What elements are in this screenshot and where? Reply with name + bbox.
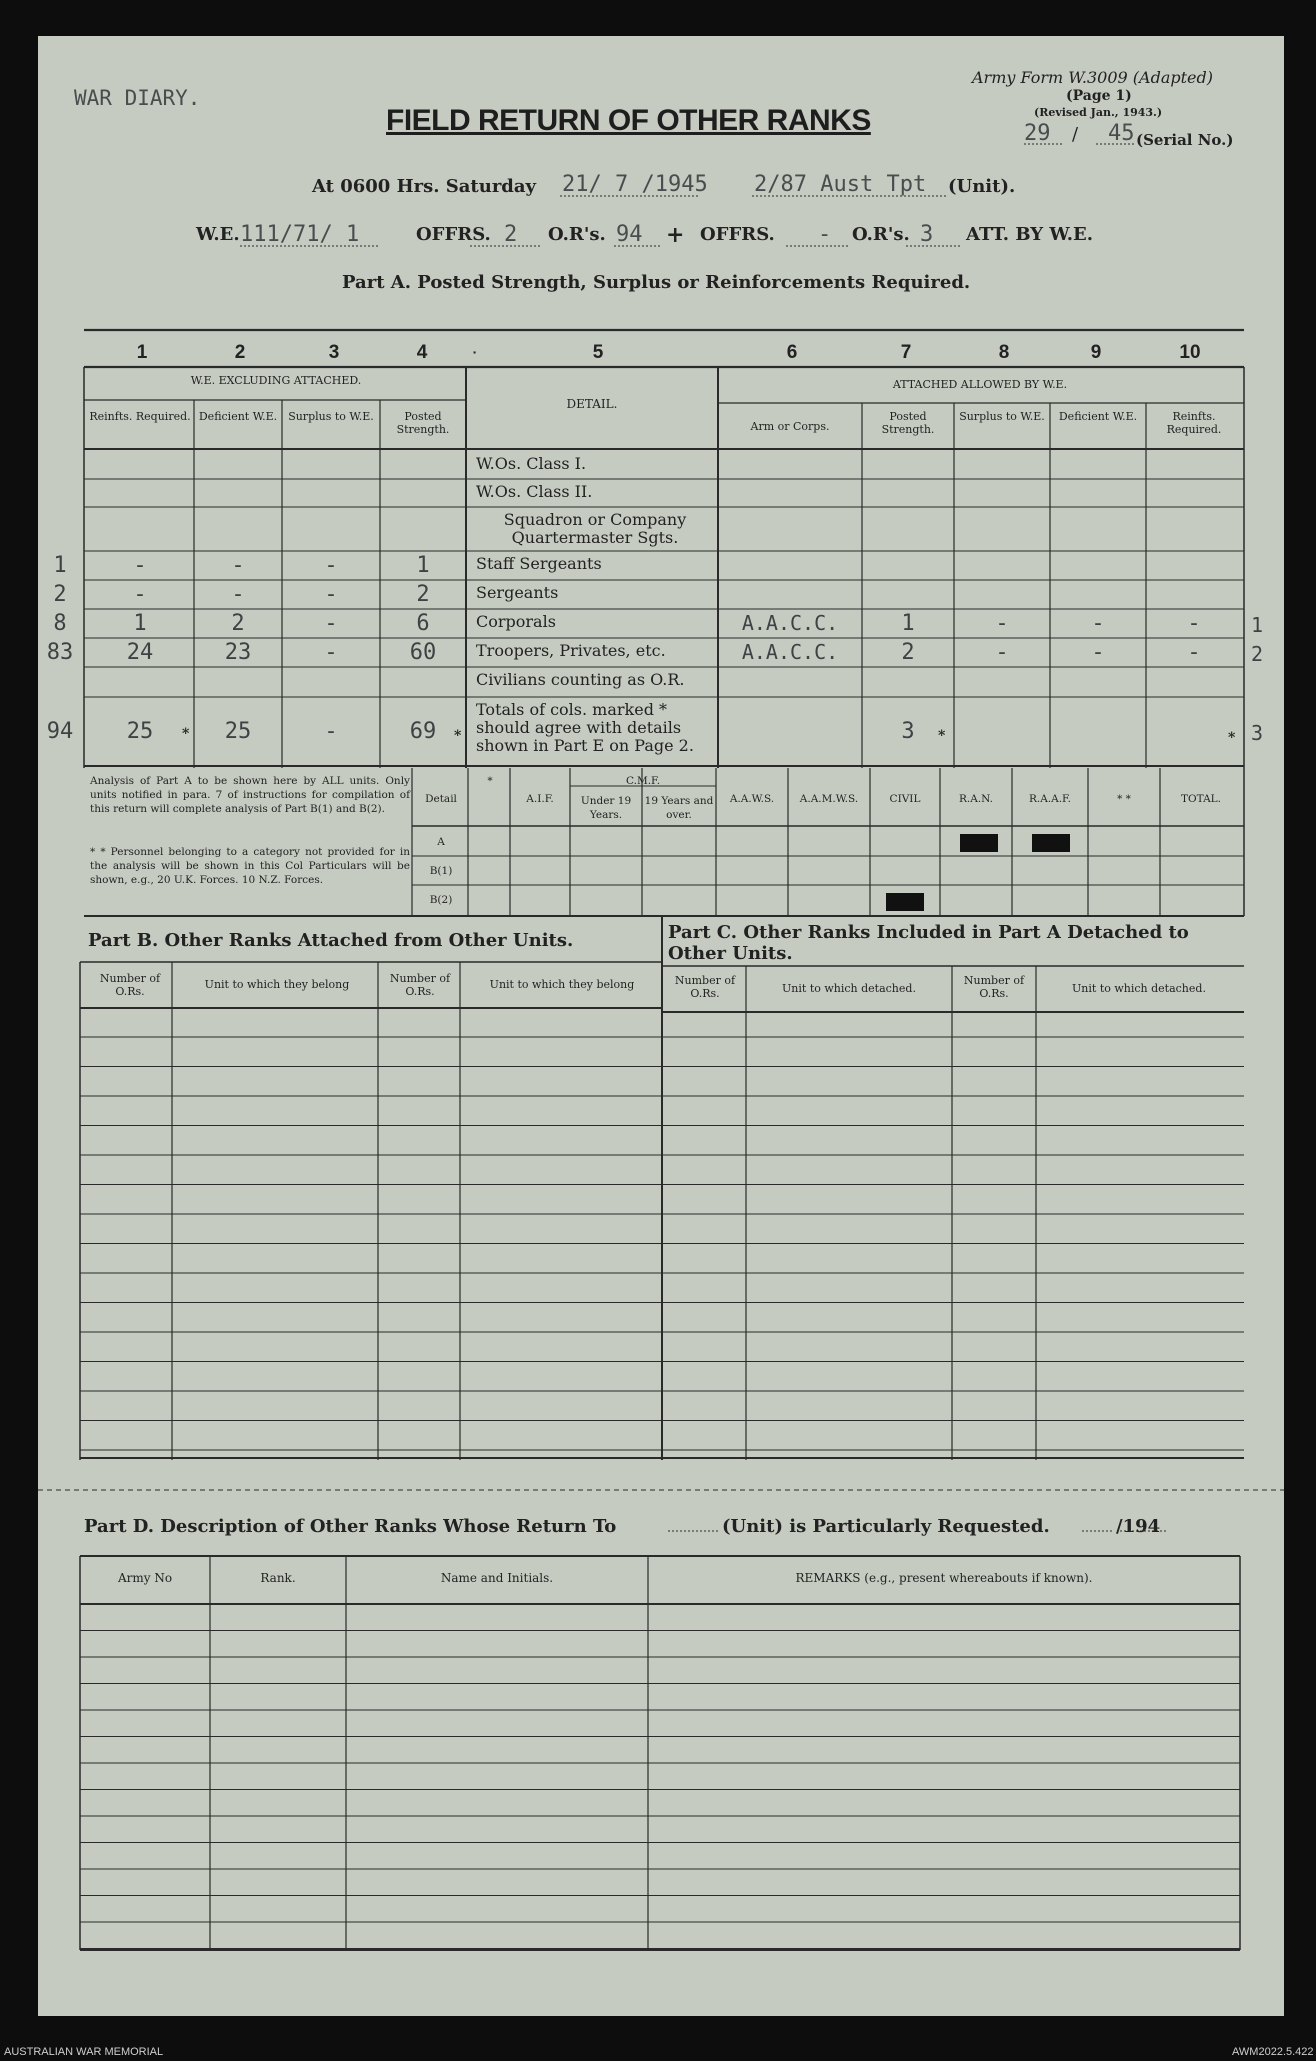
analysis-row-b1: B(1): [429, 865, 453, 877]
row-value: -: [324, 639, 338, 665]
column-number: 4: [416, 342, 428, 363]
column-number: 5: [592, 342, 604, 363]
aamws-header: A.A.M.W.S.: [799, 793, 859, 805]
attached-allowed-header: ATTACHED ALLOWED BY W.E.: [892, 378, 1068, 391]
row-value: 60: [409, 639, 437, 665]
detail-row-label: W.Os. Class II.: [476, 482, 593, 501]
row-value: -: [1187, 610, 1201, 636]
part-c-title: Part C. Other Ranks Included in Part A Detached to Other Units.: [668, 922, 1189, 964]
row-value: -: [1187, 639, 1201, 665]
under-19-header: Under 19 Years.: [580, 795, 632, 821]
column-subheader: Posted Strength.: [396, 410, 450, 436]
column-number: 1: [136, 342, 148, 363]
part-c-num-header: Number of O.Rs.: [674, 974, 736, 1000]
part-b-unit-header: Unit to which they belong: [204, 978, 350, 991]
row-value: -: [995, 639, 1009, 665]
serial-slash: /: [1072, 124, 1079, 145]
ran-header: R.A.N.: [958, 793, 994, 805]
raaf-header: R.A.A.F.: [1028, 793, 1072, 805]
detail-row-label: Corporals: [476, 612, 556, 631]
column-number: 10: [1179, 342, 1201, 363]
unit-name: 2/87 Aust Tpt: [754, 172, 927, 197]
plus-sign: +: [666, 222, 685, 248]
serial-label: (Serial No.): [1136, 131, 1234, 149]
part-d-title: Part D. Description of Other Ranks Whose Return To: [84, 1516, 617, 1537]
column-subheader: Deficient W.E.: [1058, 410, 1138, 423]
cmf-header: C.M.F.: [625, 775, 661, 787]
unit-label: (Unit).: [948, 176, 1016, 197]
row-value: A.A.C.C.: [741, 610, 839, 635]
serial-number-b: 45: [1108, 121, 1135, 146]
detail-row-label: Sergeants: [476, 583, 559, 602]
total-marker-star: *: [1228, 730, 1236, 746]
column-dot: ·: [472, 344, 478, 360]
form-number: Army Form W.3009 (Adapted): [972, 68, 1214, 87]
margin-total-left: 1: [53, 552, 67, 578]
total-marker-star: *: [938, 728, 946, 744]
we-label: W.E.: [196, 224, 240, 245]
row-value: 3: [901, 718, 915, 744]
analysis-note: Analysis of Part A to be shown here by ALL units. Only units notified in para. 7 of instructions for compilation of this return will complete analysis of Part B(1) and B(2).: [90, 775, 410, 815]
offrs-att-label: OFFRS.: [700, 224, 775, 245]
analysis-detail-header: Detail: [425, 793, 457, 805]
row-value: 23: [224, 639, 252, 665]
column-number: 2: [234, 342, 246, 363]
part-b-unit-header-2: Unit to which they belong: [489, 978, 635, 991]
row-value: -: [1091, 610, 1105, 636]
row-value: 69: [409, 718, 437, 744]
redaction-block: [1032, 834, 1070, 852]
analysis-row-b2: B(2): [429, 894, 453, 906]
redaction-block: [886, 893, 924, 911]
offrs-value: 2: [504, 222, 518, 247]
analysis-row-a: A: [437, 836, 445, 848]
column-number: 6: [786, 342, 798, 363]
army-no-header: Army No: [117, 1571, 173, 1585]
total-header: TOTAL.: [1181, 793, 1221, 805]
part-a-title: Part A. Posted Strength, Surplus or Reinforcements Required.: [342, 272, 971, 293]
serial-number-a: 29: [1024, 121, 1051, 146]
remarks-header: REMARKS (e.g., present whereabouts if known).: [795, 1571, 1093, 1585]
column-number: 9: [1090, 342, 1102, 363]
war-diary-stamp: WAR DIARY.: [74, 86, 201, 110]
row-value: -: [324, 581, 338, 607]
ors-label: O.R's.: [548, 224, 606, 245]
column-subheader: Deficient W.E.: [198, 410, 278, 423]
part-b-num-header-2: Number of O.Rs.: [389, 972, 451, 998]
margin-total-left: 2: [53, 581, 67, 607]
we-excluding-attached-header: W.E. EXCLUDING ATTACHED.: [190, 374, 362, 387]
part-d-title-unit: (Unit) is Particularly Requested.: [722, 1516, 1050, 1537]
row-value: 25: [126, 718, 154, 744]
column-subheader: Arm or Corps.: [750, 420, 830, 433]
name-initials-header: Name and Initials.: [440, 1571, 554, 1585]
analysis-star-header: *: [487, 775, 493, 787]
redaction-block: [960, 834, 998, 852]
detail-row-label: Civilians counting as O.R.: [476, 670, 685, 689]
column-number: 7: [900, 342, 912, 363]
page-title: FIELD RETURN OF OTHER RANKS: [386, 104, 871, 137]
row-value: -: [995, 610, 1009, 636]
margin-total-right: 1: [1250, 612, 1264, 637]
detail-header: DETAIL.: [566, 397, 618, 411]
over-19-header: 19 Years and over.: [644, 795, 714, 821]
part-c-unit-header: Unit to which detached.: [782, 982, 916, 995]
part-b-title: Part B. Other Ranks Attached from Other Units.: [88, 930, 574, 951]
margin-total-left: 94: [46, 718, 74, 744]
row-value: -: [231, 581, 245, 607]
row-value: 1: [416, 552, 430, 578]
row-value: -: [324, 610, 338, 636]
total-marker-star: *: [454, 728, 462, 744]
ors-att-label: O.R's.: [852, 224, 910, 245]
time-day-label: At 0600 Hrs. Saturday: [312, 176, 537, 197]
row-value: 2: [231, 610, 245, 636]
detail-row-label: W.Os. Class I.: [476, 454, 587, 473]
detail-row-label: Staff Sergeants: [476, 554, 602, 573]
column-subheader: Posted Strength.: [881, 410, 935, 436]
row-value: -: [324, 552, 338, 578]
row-value: A.A.C.C.: [741, 639, 839, 664]
row-value: 6: [416, 610, 430, 636]
rank-header: Rank.: [260, 1571, 296, 1585]
part-b-num-header: Number of O.Rs.: [99, 972, 161, 998]
ors-value: 94: [616, 222, 643, 247]
part-c-num-header-2: Number of O.Rs.: [963, 974, 1025, 1000]
detail-row-label: Squadron or Company Quartermaster Sgts.: [503, 510, 687, 547]
column-subheader: Surplus to W.E.: [288, 410, 374, 423]
att-by-we-label: ATT. BY W.E.: [966, 224, 1094, 245]
detail-row-label: Troopers, Privates, etc.: [476, 641, 666, 660]
offrs-att-value: -: [818, 222, 832, 247]
column-number: 3: [328, 342, 340, 363]
column-subheader: Reinfts. Required.: [1166, 410, 1222, 436]
footer-credit: AUSTRALIAN WAR MEMORIAL: [4, 2046, 164, 2058]
aif-header: A.I.F.: [526, 793, 554, 805]
analysis-footnote: * * Personnel belonging to a category not provided for in the analysis will be shown in this Col Particulars will be shown, e.g., 20 U.K. Forces. 10 N.Z. Forces.: [90, 846, 410, 886]
row-value: 2: [901, 639, 915, 665]
part-d-title-year: /194: [1116, 1516, 1161, 1537]
margin-total-left: 8: [53, 610, 67, 636]
form-revision: (Revised Jan., 1943.): [1034, 106, 1163, 119]
footer-accession: AWM2022.5.422: [1232, 2046, 1314, 2058]
detail-row-label: Totals of cols. marked * should agree with details shown in Part E on Page 2.: [476, 700, 694, 755]
part-c-unit-header-2: Unit to which detached.: [1072, 982, 1206, 995]
margin-total-left: 83: [46, 639, 74, 665]
row-value: 24: [126, 639, 154, 665]
row-value: 1: [133, 610, 147, 636]
other-category-header: * *: [1117, 793, 1131, 805]
row-value: 25: [224, 718, 252, 744]
form-page-label: (Page 1): [1066, 88, 1132, 104]
column-subheader: Surplus to W.E.: [959, 410, 1045, 423]
we-value: 111/71/ 1: [240, 222, 360, 247]
awas-header: A.A.W.S.: [729, 793, 775, 805]
column-number: 8: [998, 342, 1010, 363]
row-value: -: [133, 552, 147, 578]
row-value: -: [1091, 639, 1105, 665]
ors-att-value: 3: [920, 222, 934, 247]
row-value: 1: [901, 610, 915, 636]
column-subheader: Reinfts. Required.: [89, 410, 191, 423]
row-value: -: [231, 552, 245, 578]
row-value: -: [324, 718, 338, 744]
return-date: 21/ 7 /1945: [562, 172, 708, 197]
row-value: -: [133, 581, 147, 607]
row-value: 2: [416, 581, 430, 607]
civil-header: CIVIL: [889, 793, 921, 805]
margin-total-right: 2: [1250, 641, 1264, 666]
offrs-label: OFFRS.: [416, 224, 491, 245]
total-marker-star: *: [182, 726, 190, 742]
margin-total-right: 3: [1250, 720, 1264, 745]
